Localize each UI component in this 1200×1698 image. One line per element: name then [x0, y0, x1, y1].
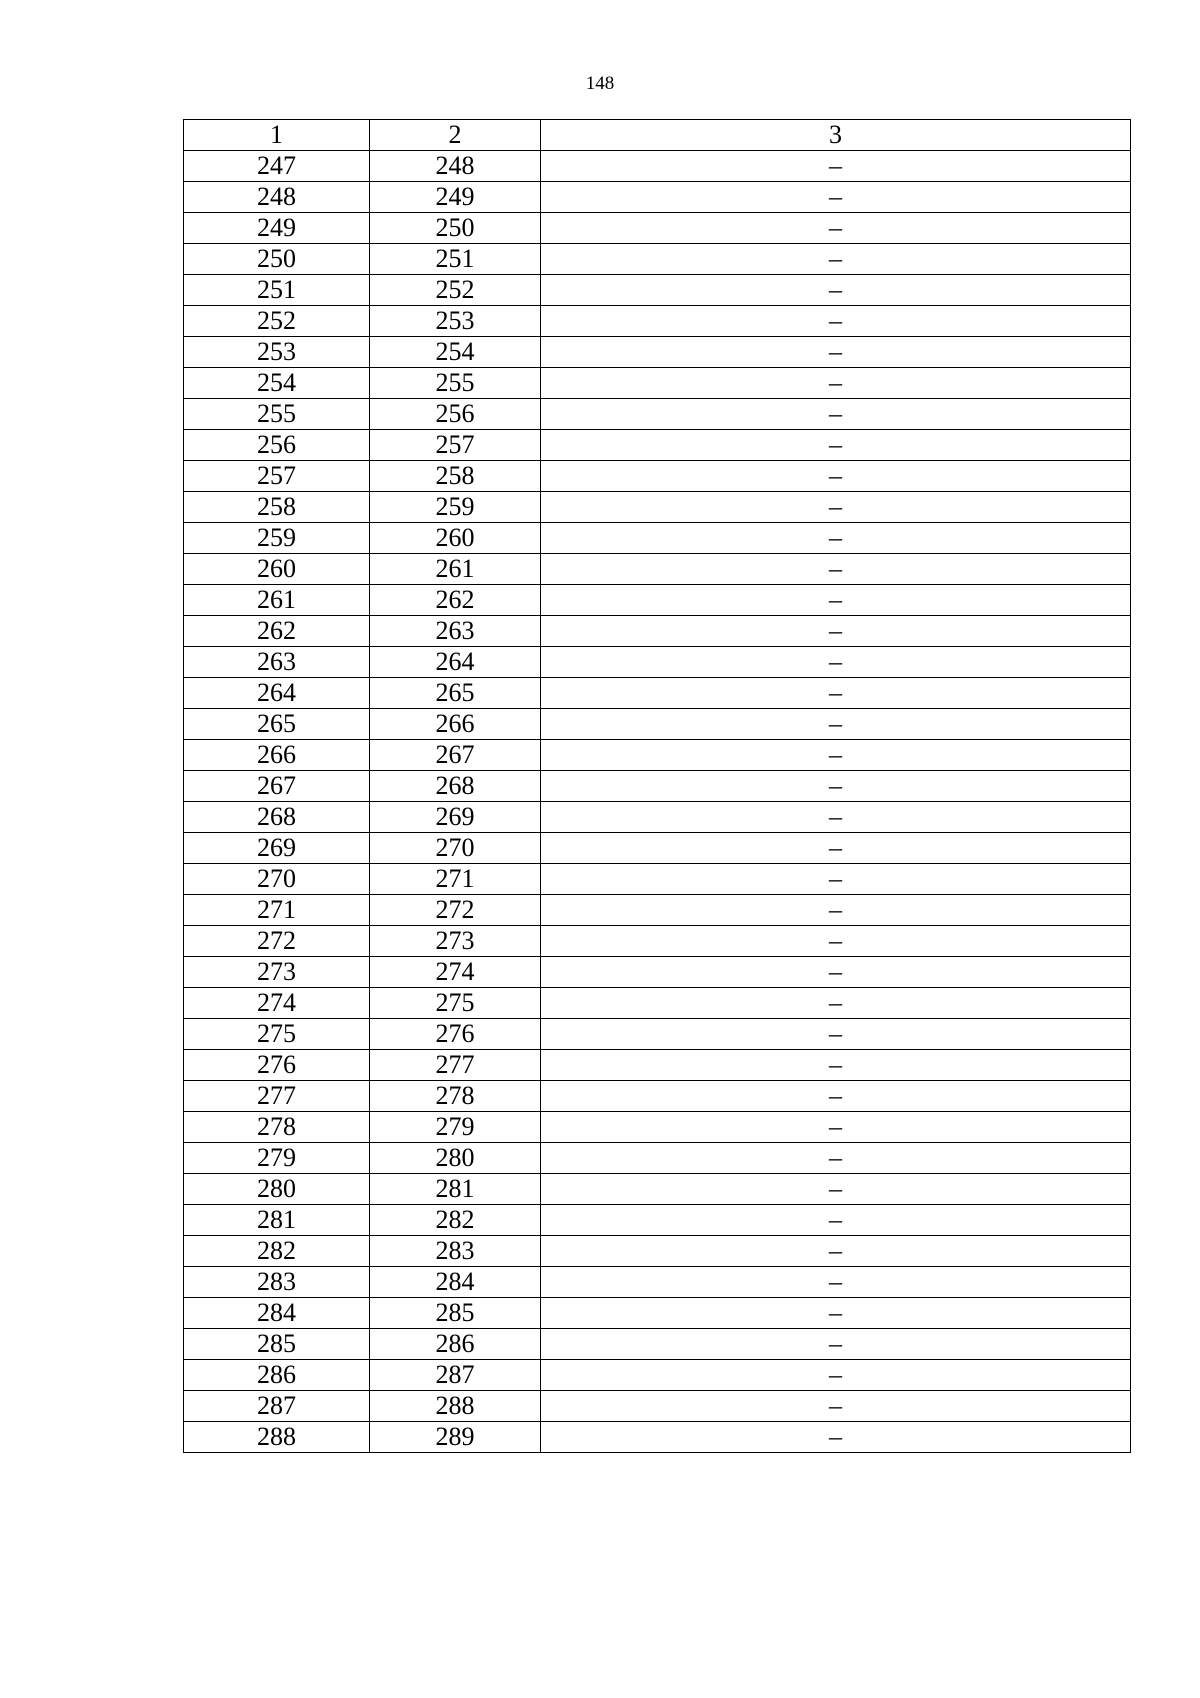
table-row	[184, 616, 1131, 647]
table-row	[184, 554, 1131, 585]
table-row	[184, 740, 1131, 771]
table-cell-col-3: –	[541, 771, 1131, 802]
table-cell-col-2: 268	[370, 771, 541, 802]
table-cell-col-2: 265	[370, 678, 541, 709]
table-cell-col-3: –	[541, 833, 1131, 864]
table-cell-col-2: 275	[370, 988, 541, 1019]
table-row	[184, 926, 1131, 957]
table-cell-col-1: 253	[184, 337, 370, 368]
table-cell-col-2: 269	[370, 802, 541, 833]
table-cell-col-3: –	[541, 492, 1131, 523]
table-row	[184, 1298, 1131, 1329]
table-cell-col-2: 254	[370, 337, 541, 368]
table-row	[184, 275, 1131, 306]
table-cell-col-1: 279	[184, 1143, 370, 1174]
table-cell-col-1: 266	[184, 740, 370, 771]
table-cell-col-3: –	[541, 1143, 1131, 1174]
table-row	[184, 585, 1131, 616]
table-row	[184, 1019, 1131, 1050]
table-row	[184, 461, 1131, 492]
table-cell-col-3: –	[541, 864, 1131, 895]
table-cell-col-3: –	[541, 585, 1131, 616]
table-cell-col-1: 288	[184, 1422, 370, 1453]
column-header-1: 1	[184, 120, 370, 151]
table-cell-col-3: –	[541, 1329, 1131, 1360]
table-row	[184, 678, 1131, 709]
table-cell-col-2: 279	[370, 1112, 541, 1143]
table-cell-col-3: –	[541, 647, 1131, 678]
table-cell-col-2: 253	[370, 306, 541, 337]
column-header-3: 3	[541, 120, 1131, 151]
table-row	[184, 1174, 1131, 1205]
table-row	[184, 1391, 1131, 1422]
table-row	[184, 523, 1131, 554]
table-cell-col-3: –	[541, 1205, 1131, 1236]
table-row	[184, 1112, 1131, 1143]
table-cell-col-2: 270	[370, 833, 541, 864]
table-row	[184, 213, 1131, 244]
table-cell-col-2: 259	[370, 492, 541, 523]
table-cell-col-2: 257	[370, 430, 541, 461]
table-cell-col-2: 277	[370, 1050, 541, 1081]
table-cell-col-3: –	[541, 1360, 1131, 1391]
table-cell-col-1: 261	[184, 585, 370, 616]
table-cell-col-1: 259	[184, 523, 370, 554]
table-cell-col-3: –	[541, 1267, 1131, 1298]
table-cell-col-2: 262	[370, 585, 541, 616]
table-cell-col-2: 263	[370, 616, 541, 647]
table-cell-col-1: 254	[184, 368, 370, 399]
table-cell-col-2: 288	[370, 1391, 541, 1422]
table-cell-col-3: –	[541, 275, 1131, 306]
table-cell-col-1: 284	[184, 1298, 370, 1329]
table-cell-col-2: 266	[370, 709, 541, 740]
table-cell-col-3: –	[541, 1391, 1131, 1422]
table-row	[184, 1329, 1131, 1360]
table-row	[184, 709, 1131, 740]
table-row	[184, 647, 1131, 678]
table-cell-col-1: 275	[184, 1019, 370, 1050]
table-cell-col-2: 285	[370, 1298, 541, 1329]
table-cell-col-1: 251	[184, 275, 370, 306]
table-row	[184, 1050, 1131, 1081]
table-cell-col-3: –	[541, 368, 1131, 399]
table-cell-col-2: 274	[370, 957, 541, 988]
table-cell-col-1: 258	[184, 492, 370, 523]
table-cell-col-2: 250	[370, 213, 541, 244]
table-cell-col-1: 247	[184, 151, 370, 182]
table-cell-col-3: –	[541, 1081, 1131, 1112]
table-cell-col-2: 258	[370, 461, 541, 492]
table-cell-col-2: 255	[370, 368, 541, 399]
table-cell-col-3: –	[541, 399, 1131, 430]
table-cell-col-2: 251	[370, 244, 541, 275]
table-cell-col-1: 274	[184, 988, 370, 1019]
table-cell-col-3: –	[541, 1298, 1131, 1329]
table-cell-col-1: 278	[184, 1112, 370, 1143]
table-cell-col-1: 277	[184, 1081, 370, 1112]
table-row	[184, 1360, 1131, 1391]
table-row	[184, 151, 1131, 182]
table-cell-col-2: 281	[370, 1174, 541, 1205]
table-cell-col-1: 263	[184, 647, 370, 678]
table-cell-col-1: 249	[184, 213, 370, 244]
table-cell-col-2: 283	[370, 1236, 541, 1267]
table-row	[184, 957, 1131, 988]
table-cell-col-3: –	[541, 306, 1131, 337]
table-cell-col-3: –	[541, 1019, 1131, 1050]
table-cell-col-2: 264	[370, 647, 541, 678]
table-cell-col-2: 273	[370, 926, 541, 957]
page-number: 148	[585, 73, 615, 94]
table-cell-col-1: 248	[184, 182, 370, 213]
table-row	[184, 337, 1131, 368]
table-row	[184, 771, 1131, 802]
table-row	[184, 182, 1131, 213]
table-row	[184, 1143, 1131, 1174]
table-row	[184, 802, 1131, 833]
table-row	[184, 1205, 1131, 1236]
table-cell-col-2: 280	[370, 1143, 541, 1174]
table-cell-col-3: –	[541, 1112, 1131, 1143]
table-cell-col-2: 287	[370, 1360, 541, 1391]
table-cell-col-2: 252	[370, 275, 541, 306]
table-cell-col-3: –	[541, 461, 1131, 492]
table-cell-col-3: –	[541, 740, 1131, 771]
table-cell-col-2: 261	[370, 554, 541, 585]
table-cell-col-1: 270	[184, 864, 370, 895]
table-cell-col-1: 281	[184, 1205, 370, 1236]
table-row	[184, 244, 1131, 275]
table-cell-col-2: 284	[370, 1267, 541, 1298]
table-cell-col-3: –	[541, 337, 1131, 368]
table-cell-col-1: 265	[184, 709, 370, 740]
table-row	[184, 306, 1131, 337]
table-cell-col-3: –	[541, 616, 1131, 647]
table-cell-col-2: 256	[370, 399, 541, 430]
table-cell-col-2: 278	[370, 1081, 541, 1112]
table-cell-col-2: 286	[370, 1329, 541, 1360]
table-cell-col-3: –	[541, 430, 1131, 461]
table-cell-col-2: 260	[370, 523, 541, 554]
table-row	[184, 833, 1131, 864]
table-cell-col-3: –	[541, 244, 1131, 275]
table-cell-col-3: –	[541, 554, 1131, 585]
table-cell-col-3: –	[541, 926, 1131, 957]
table-cell-col-1: 273	[184, 957, 370, 988]
table-cell-col-1: 269	[184, 833, 370, 864]
table-row	[184, 1081, 1131, 1112]
table-cell-col-1: 286	[184, 1360, 370, 1391]
table-cell-col-1: 280	[184, 1174, 370, 1205]
table-cell-col-2: 271	[370, 864, 541, 895]
table-cell-col-3: –	[541, 1174, 1131, 1205]
table-cell-col-1: 282	[184, 1236, 370, 1267]
table-cell-col-1: 264	[184, 678, 370, 709]
table-cell-col-2: 282	[370, 1205, 541, 1236]
table-row	[184, 430, 1131, 461]
table-row	[184, 895, 1131, 926]
table-cell-col-1: 250	[184, 244, 370, 275]
table-cell-col-1: 276	[184, 1050, 370, 1081]
table-cell-col-1: 267	[184, 771, 370, 802]
column-header-2: 2	[370, 120, 541, 151]
table-cell-col-1: 256	[184, 430, 370, 461]
table-header-row	[184, 120, 1131, 151]
table-cell-col-2: 249	[370, 182, 541, 213]
table-row	[184, 1236, 1131, 1267]
table-cell-col-1: 262	[184, 616, 370, 647]
table-cell-col-3: –	[541, 182, 1131, 213]
table-cell-col-2: 267	[370, 740, 541, 771]
table-cell-col-2: 272	[370, 895, 541, 926]
table-cell-col-3: –	[541, 957, 1131, 988]
table-cell-col-1: 268	[184, 802, 370, 833]
table-cell-col-2: 276	[370, 1019, 541, 1050]
table-cell-col-3: –	[541, 523, 1131, 554]
table-row	[184, 864, 1131, 895]
table-cell-col-1: 260	[184, 554, 370, 585]
table-cell-col-3: –	[541, 1050, 1131, 1081]
table-cell-col-3: –	[541, 802, 1131, 833]
table-cell-col-1: 272	[184, 926, 370, 957]
table-cell-col-3: –	[541, 678, 1131, 709]
table-cell-col-1: 283	[184, 1267, 370, 1298]
table-cell-col-1: 255	[184, 399, 370, 430]
table-row	[184, 492, 1131, 523]
table-cell-col-3: –	[541, 709, 1131, 740]
table-cell-col-3: –	[541, 213, 1131, 244]
table-cell-col-1: 271	[184, 895, 370, 926]
table-row	[184, 1422, 1131, 1453]
table-cell-col-2: 289	[370, 1422, 541, 1453]
table-cell-col-3: –	[541, 1422, 1131, 1453]
table-row	[184, 399, 1131, 430]
table-cell-col-3: –	[541, 1236, 1131, 1267]
table-row	[184, 988, 1131, 1019]
table-cell-col-1: 257	[184, 461, 370, 492]
table-cell-col-3: –	[541, 895, 1131, 926]
table-row	[184, 1267, 1131, 1298]
data-table	[183, 119, 1131, 1453]
table-cell-col-1: 285	[184, 1329, 370, 1360]
table-cell-col-2: 248	[370, 151, 541, 182]
table-body	[184, 120, 1131, 1453]
table-cell-col-3: –	[541, 151, 1131, 182]
table-row	[184, 368, 1131, 399]
table-cell-col-1: 287	[184, 1391, 370, 1422]
table-cell-col-3: –	[541, 988, 1131, 1019]
table-cell-col-1: 252	[184, 306, 370, 337]
